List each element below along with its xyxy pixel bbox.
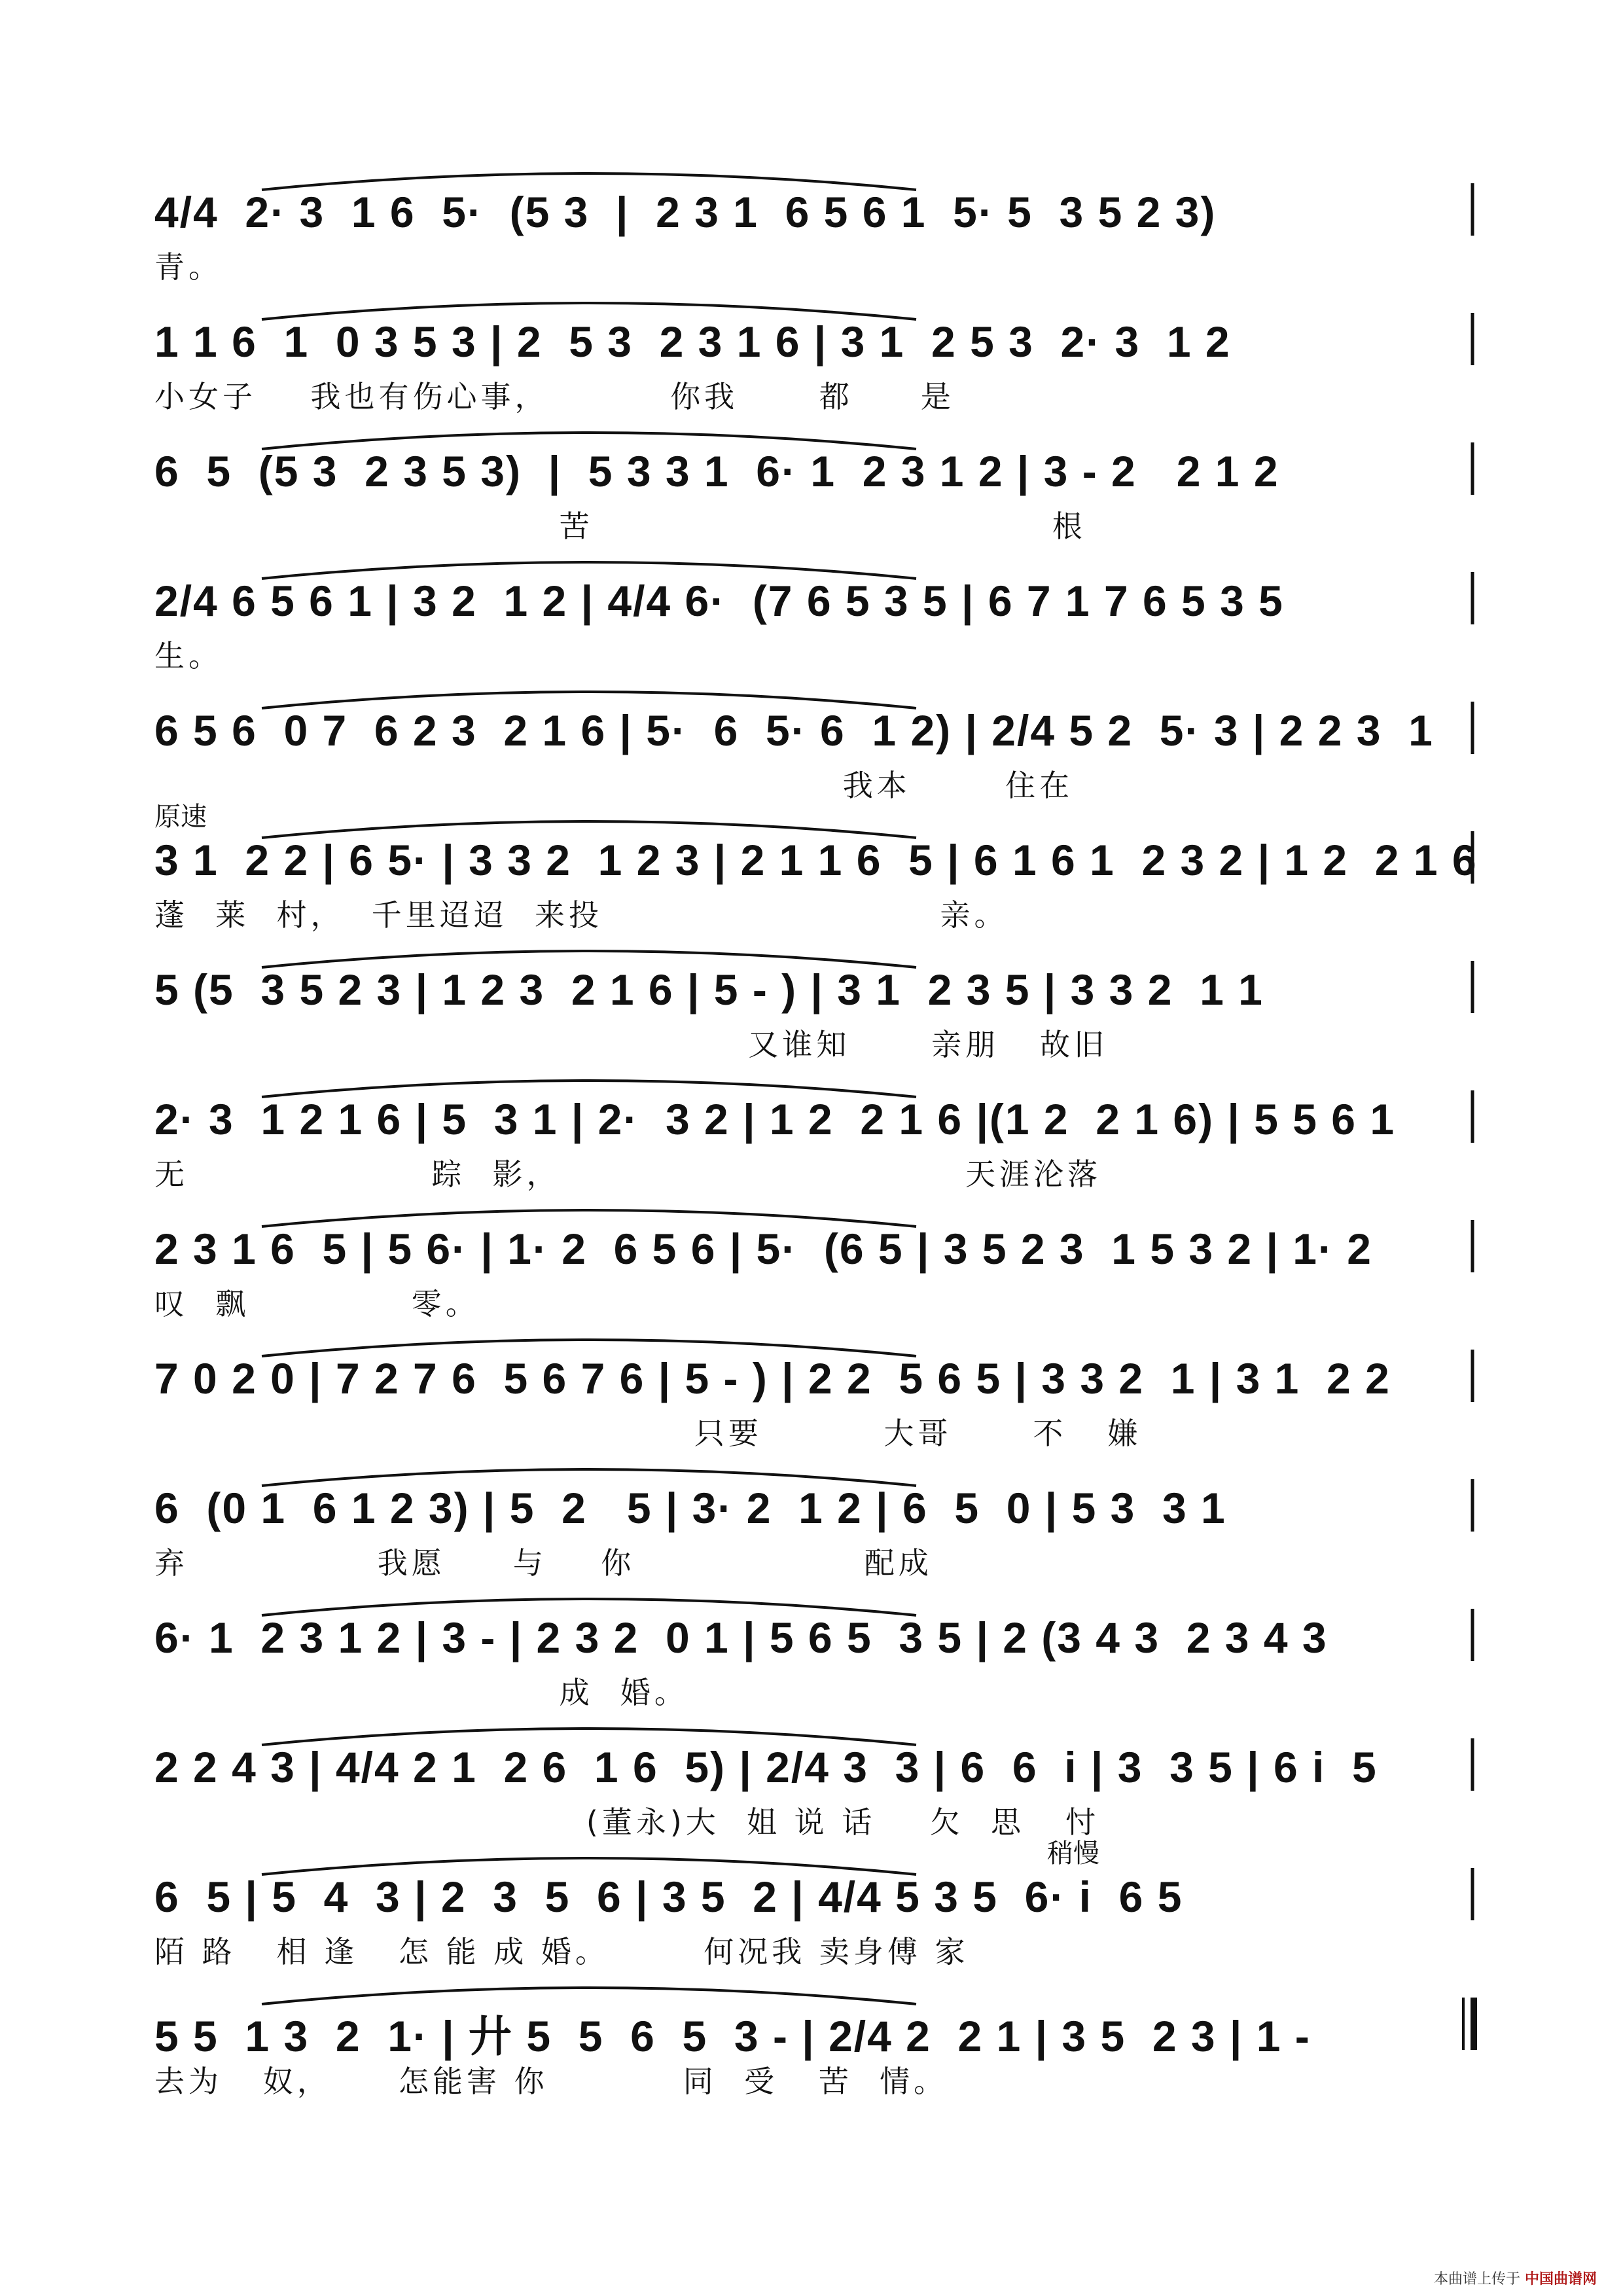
jianpu-notes: 1 1 6 1 0 3 5 3 | 2 5 3 2 3 1 6 | 3 1 2 5 3 2· 3 1 2 — [154, 317, 1231, 366]
jianpu-notes: 2/4 6 5 6 1 | 3 2 1 2 | 4/4 6· (7 6 5 3 5 | 6 7 1 7 6 5 3 5 — [154, 577, 1284, 625]
tempo-mark: 稍慢 — [1047, 1839, 1099, 1869]
jianpu-notes: 7 0 2 0 | 7 2 7 6 5 6 7 6 | 5 - ) | 2 2 5 6 5 | 3 3 2 1 | 3 1 2 2 — [154, 1354, 1391, 1403]
footer-text: 本曲谱上传于 — [1433, 2271, 1525, 2287]
jianpu-notes: 6 (0 1 6 1 2 3) | 5 2 5 | 3· 2 1 2 | 6 5 0 | 5 3 3 1 — [154, 1484, 1226, 1532]
lyric-line: 去为 奴， 怎能害 你 同 受 苦 情。 — [154, 2064, 948, 2099]
lyric-line: 青。 — [154, 249, 223, 285]
jianpu-notes: 6 5 (5 3 2 3 5 3) | 5 3 3 1 6· 1 2 3 1 2 | 3 - 2 2 1 2 — [154, 447, 1279, 495]
lyric-line: 蓬 莱 村， 千里迢迢 来投 亲。 — [154, 897, 1008, 933]
jianpu-notes: 2· 3 1 2 1 6 | 5 3 1 | 2· 3 2 | 1 2 2 1 6 |(1 2 2 1 6) | 5 5 6 1 — [154, 1095, 1396, 1143]
lyric-line: 陌 路 相 逢 怎 能 成 婚。 何况我 卖身傅 家 — [154, 1934, 969, 1969]
jianpu-notes: 2 3 1 6 5 | 5 6· | 1· 2 6 5 6 | 5· (6 5 | 3 5 2 3 1 5 3 2 | 1· 2 — [154, 1225, 1372, 1273]
lyric-line: 苦 根 — [154, 509, 1086, 544]
lyric-line: 无 踪 影， 天涯沦落 — [154, 1157, 1102, 1192]
lyric-line: 只要 大哥 不 嫌 — [154, 1416, 1142, 1451]
lyric-line: 成 婚。 — [154, 1675, 688, 1710]
tempo-mark: 原速 — [154, 802, 207, 832]
jianpu-notes: 3 1 2 2 | 6 5· | 3 3 2 1 2 3 | 2 1 1 6 5 | 6 1 6 1 2 3 2 | 1 2 2 1 6 — [154, 836, 1478, 884]
lyric-line: 生。 — [154, 638, 223, 673]
lyric-line: 我本 住在 — [154, 768, 1074, 803]
lyric-line: 叹 飘 零。 — [154, 1286, 480, 1321]
jianpu-notes: 2 2 4 3 | 4/4 2 1 2 6 1 6 5) | 2/4 3 3 | 6 6 i | 3 3 5 | 6 i 5 — [154, 1743, 1378, 1791]
jianpu-notes: 6 5 6 0 7 6 2 3 2 1 6 | 5· 6 5· 6 1 2) | 2/4 5 2 5· 3 | 2 2 3 1 — [154, 706, 1434, 755]
jianpu-notes: 5 (5 3 5 2 3 | 1 2 3 2 1 6 | 5 - ) | 3 1 2 3 5 | 3 3 2 1 1 — [154, 965, 1264, 1014]
jianpu-notes: 6 5 | 5 4 3 | 2 3 5 6 | 3 5 2 | 4/4 5 3 5 6· i 6 5 — [154, 1873, 1183, 1921]
lyric-line: (董永)大 姐 说 话 欠 思 忖 — [154, 1804, 1099, 1840]
jianpu-notes: 5 5 1 3 2 1· | 廾 5 5 6 5 3 - | 2/4 2 2 1 | 3 5 2 3 | 1 - — [154, 2012, 1311, 2060]
lyric-line: 又谁知 亲朋 故旧 — [154, 1027, 1108, 1062]
jianpu-notes: 4/4 2· 3 1 6 5· (5 3 | 2 3 1 6 5 6 1 5· 5 3 5 2 3) — [154, 188, 1217, 236]
jianpu-notes: 6· 1 2 3 1 2 | 3 - | 2 3 2 0 1 | 5 6 5 3 5 | 2 (3 4 3 2 3 4 3 — [154, 1613, 1328, 1662]
lyric-line: 弃 我愿 与 你 配成 — [154, 1545, 933, 1581]
page-footer — [1434, 2268, 1597, 2288]
lyric-line: 小女子 我也有伤心事， 你我 都 是 — [154, 379, 955, 414]
footer-site-logo: 中国曲谱网 — [1524, 2271, 1597, 2287]
